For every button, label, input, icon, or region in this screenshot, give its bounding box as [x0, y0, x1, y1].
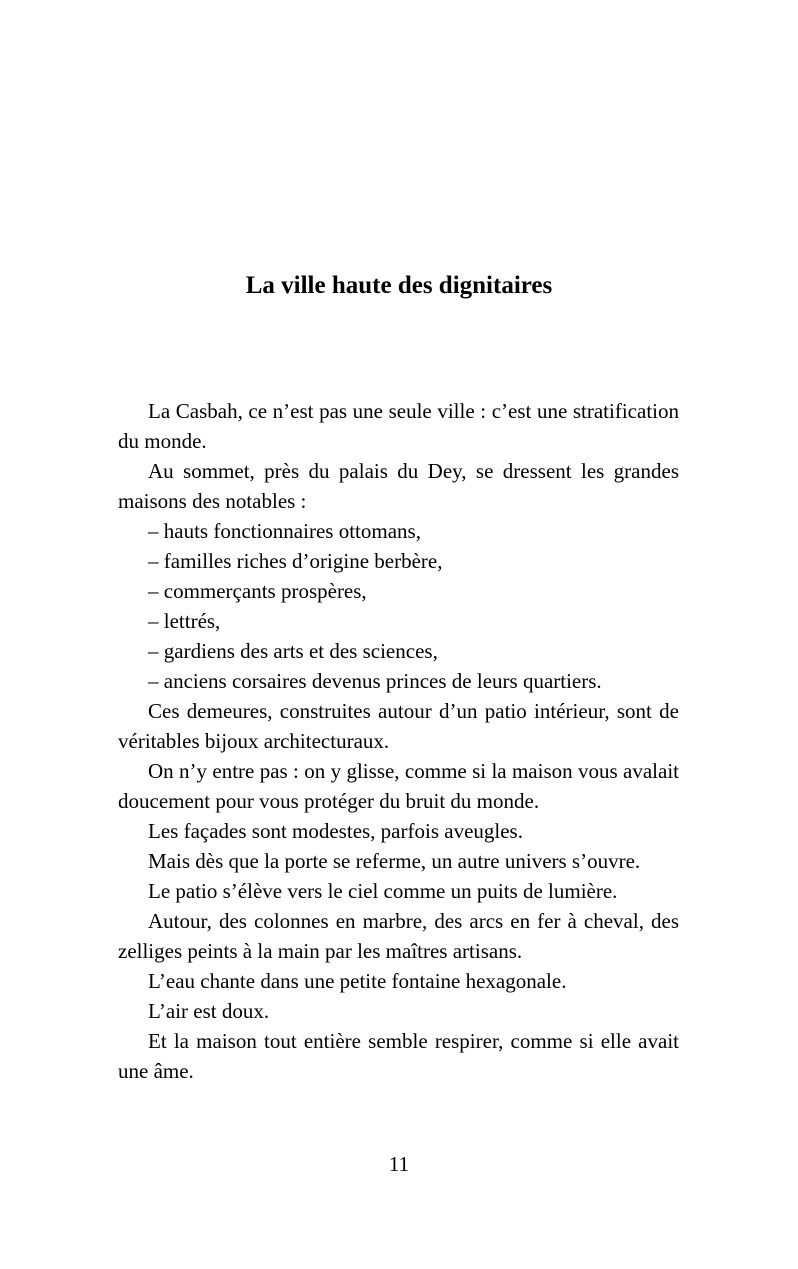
list-item: – gardiens des arts et des sciences,: [148, 639, 438, 663]
paragraph: L’eau chante dans une petite fontaine hexagonale.: [148, 969, 567, 993]
paragraph: Autour, des colonnes en marbre, des arcs en fer à cheval, des zelliges peints à la main par les maîtres artisans.: [118, 909, 679, 963]
list-item: – lettrés,: [148, 609, 221, 633]
list-item: – commerçants prospères,: [148, 579, 367, 603]
paragraph: Ces demeures, construites autour d’un patio intérieur, sont de véritables bijoux architecturaux.: [118, 699, 679, 753]
list-item: – hauts fonctionnaires ottomans,: [148, 519, 421, 543]
page-number: 11: [388, 1152, 410, 1176]
paragraph: Et la maison tout entière semble respirer, comme si elle avait une âme.: [118, 1029, 679, 1083]
paragraph: Mais dès que la porte se referme, un autre univers s’ouvre.: [148, 849, 641, 873]
paragraph: Le patio s’élève vers le ciel comme un puits de lumière.: [148, 879, 618, 903]
paragraph: Au sommet, près du palais du Dey, se dressent les grandes maisons des notables :: [118, 459, 679, 513]
list-item: – familles riches d’origine berbère,: [148, 549, 443, 573]
paragraph: La Casbah, ce n’est pas une seule ville : c’est une stratification du monde.: [118, 399, 679, 453]
paragraph: On n’y entre pas : on y glisse, comme si la maison vous avalait doucement pour vous protéger du bruit du monde.: [118, 759, 679, 813]
body-text: [118, 396, 679, 1086]
list-item: – anciens corsaires devenus princes de leurs quartiers.: [148, 669, 602, 693]
paragraph: Les façades sont modestes, parfois aveugles.: [148, 819, 523, 843]
paragraph: L’air est doux.: [148, 999, 270, 1023]
page-title: La ville haute des dignitaires: [245, 272, 553, 299]
